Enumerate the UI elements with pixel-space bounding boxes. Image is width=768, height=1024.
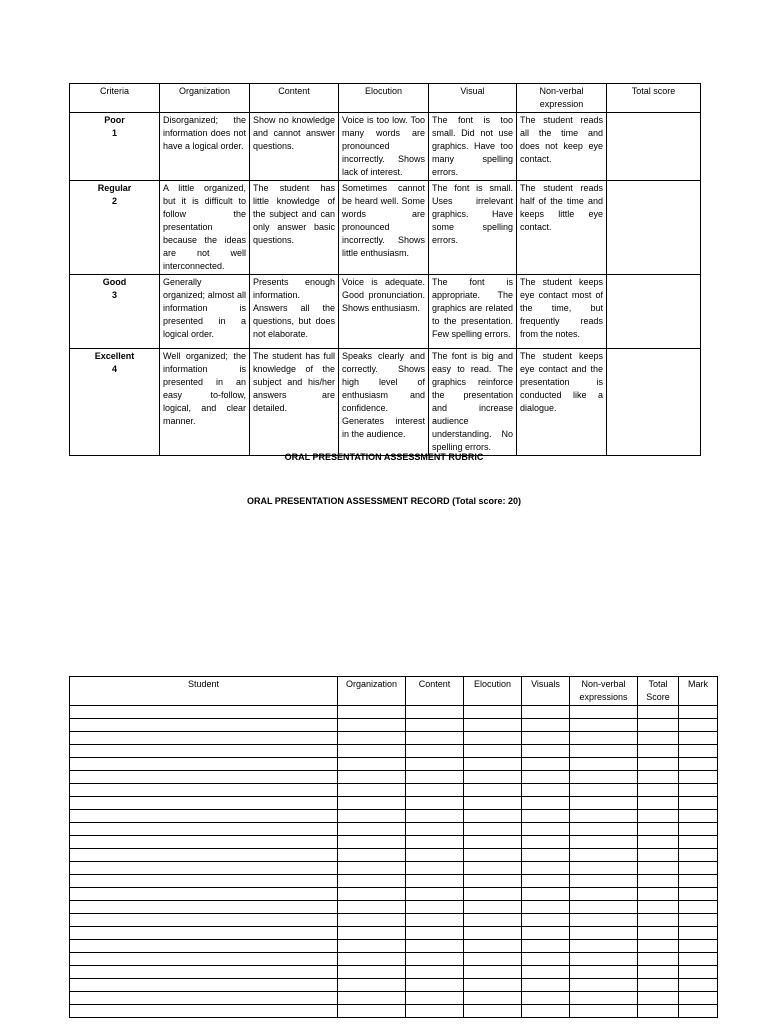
record-cell[interactable] [70,810,338,823]
rubric-header-total: Total score [607,84,701,113]
record-cell[interactable] [570,758,638,771]
rubric-cell-content: Show no knowledge and cannot answer questions. [250,113,339,181]
record-cell[interactable] [338,940,406,953]
record-cell[interactable] [406,992,464,1005]
record-cell[interactable] [522,940,570,953]
record-cell[interactable] [570,745,638,758]
record-cell[interactable] [406,914,464,927]
record-cell[interactable] [522,888,570,901]
rubric-level-label: Regular [97,183,132,193]
record-header-row [70,677,718,706]
record-cell[interactable] [70,797,338,810]
record-cell[interactable] [406,953,464,966]
record-cell[interactable] [522,927,570,940]
record-cell[interactable] [464,836,522,849]
record-cell[interactable] [338,901,406,914]
record-cell[interactable] [464,745,522,758]
record-cell[interactable] [570,823,638,836]
record-cell[interactable] [70,823,338,836]
record-cell[interactable] [70,862,338,875]
record-cell[interactable] [406,927,464,940]
record-cell[interactable] [522,745,570,758]
record-cell[interactable] [570,706,638,719]
record-cell[interactable] [679,953,718,966]
record-cell[interactable] [70,966,338,979]
record-cell[interactable] [70,940,338,953]
record-cell[interactable] [570,953,638,966]
record-cell[interactable] [406,797,464,810]
record-cell[interactable] [570,719,638,732]
record-header-visuals: Visuals [522,677,570,706]
record-cell[interactable] [679,940,718,953]
record-cell[interactable] [638,810,679,823]
record-cell[interactable] [638,732,679,745]
rubric-cell-nonverbal: The student keeps eye contact and the presentation is conducted like a dialogue. [517,349,607,456]
record-cell[interactable] [406,810,464,823]
record-cell[interactable] [70,901,338,914]
record-cell[interactable] [638,992,679,1005]
record-cell[interactable] [522,849,570,862]
rubric-header-nonverbal: Non-verbal expression [517,84,607,113]
record-cell[interactable] [338,1005,406,1018]
rubric-cell-content: The student has little knowledge of the subject and can only answer basic questions. [250,181,339,275]
record-cell[interactable] [679,888,718,901]
record-cell[interactable] [464,706,522,719]
rubric-level-score: 2 [111,196,117,206]
record-cell[interactable] [464,979,522,992]
record-cell[interactable] [638,706,679,719]
record-cell[interactable] [570,771,638,784]
record-cell[interactable] [522,979,570,992]
rubric-header-elocution: Elocution [339,84,429,113]
record-cell[interactable] [464,823,522,836]
record-row [70,888,718,901]
rubric-level-label: Excellent [94,351,135,361]
record-cell[interactable] [679,875,718,888]
rubric-cell-total [607,113,701,181]
rubric-level-label: Good [102,277,127,287]
record-cell[interactable] [338,771,406,784]
record-cell[interactable] [522,953,570,966]
record-cell[interactable] [638,797,679,810]
record-cell[interactable] [464,797,522,810]
record-cell[interactable] [679,797,718,810]
record-cell[interactable] [638,862,679,875]
record-cell[interactable] [338,810,406,823]
record-cell[interactable] [70,719,338,732]
record-cell[interactable] [522,758,570,771]
record-cell[interactable] [638,940,679,953]
record-cell[interactable] [70,927,338,940]
record-cell[interactable] [570,849,638,862]
record-cell[interactable] [338,823,406,836]
rubric-cell-visual: The font is small. Uses irrelevant graphics. Have some spelling errors. [429,181,517,275]
record-cell[interactable] [679,706,718,719]
record-cell[interactable] [522,810,570,823]
record-cell[interactable] [464,927,522,940]
rubric-table [69,83,701,456]
record-cell[interactable] [570,927,638,940]
record-cell[interactable] [638,836,679,849]
rubric-cell-nonverbal: The student reads all the time and does not keep eye contact. [517,113,607,181]
record-row [70,992,718,1005]
record-cell[interactable] [638,719,679,732]
rubric-criteria-cell [70,113,160,181]
record-cell[interactable] [679,745,718,758]
rubric-cell-total [607,275,701,349]
record-cell[interactable] [638,927,679,940]
record-cell[interactable] [679,901,718,914]
record-title: ORAL PRESENTATION ASSESSMENT RECORD (Total score: 20) [246,496,522,506]
record-cell[interactable] [70,888,338,901]
record-cell[interactable] [679,992,718,1005]
record-row [70,940,718,953]
record-cell[interactable] [522,992,570,1005]
record-cell[interactable] [638,953,679,966]
record-header-organization: Organization [338,677,406,706]
record-cell[interactable] [570,732,638,745]
record-row [70,914,718,927]
record-row [70,810,718,823]
rubric-cell-organization: A little organized, but it is difficult to follow the presentation because the ideas are not well interconnected. [160,181,250,275]
record-cell[interactable] [638,901,679,914]
rubric-cell-visual: The font is too small. Did not use graphics. Have too many spelling errors. [429,113,517,181]
record-cell[interactable] [522,797,570,810]
record-cell[interactable] [464,940,522,953]
rubric-level-label: Poor [104,115,125,125]
record-cell[interactable] [464,784,522,797]
record-cell[interactable] [570,979,638,992]
record-cell[interactable] [406,771,464,784]
rubric-cell-organization: Well organized; the information is presented in an easy to-follow, logical, and clear manner. [160,349,250,456]
record-cell[interactable] [406,745,464,758]
record-cell[interactable] [70,784,338,797]
record-cell[interactable] [406,758,464,771]
record-row [70,875,718,888]
rubric-header-organization: Organization [160,84,250,113]
record-cell[interactable] [679,914,718,927]
rubric-row-poor [70,113,701,181]
record-cell[interactable] [406,875,464,888]
record-cell[interactable] [522,719,570,732]
record-cell[interactable] [570,784,638,797]
record-cell[interactable] [406,862,464,875]
record-cell[interactable] [406,901,464,914]
record-cell[interactable] [679,927,718,940]
record-row [70,966,718,979]
record-cell[interactable] [70,979,338,992]
record-cell[interactable] [522,1005,570,1018]
record-cell[interactable] [522,784,570,797]
record-cell[interactable] [406,1005,464,1018]
record-row [70,836,718,849]
record-cell[interactable] [338,966,406,979]
record-cell[interactable] [338,875,406,888]
record-cell[interactable] [522,862,570,875]
record-header-nonverbal: Non-verbal expressions [570,677,638,706]
record-cell[interactable] [638,1005,679,1018]
record-cell[interactable] [70,745,338,758]
rubric-cell-visual: The font is appropriate. The graphics are related to the presentation. Few spelling errors. [429,275,517,349]
record-cell[interactable] [638,784,679,797]
record-cell[interactable] [70,758,338,771]
record-header-total-score: Total Score [638,677,679,706]
record-cell[interactable] [522,732,570,745]
record-cell[interactable] [638,849,679,862]
record-cell[interactable] [70,732,338,745]
record-cell[interactable] [338,797,406,810]
record-row [70,1005,718,1018]
record-cell[interactable] [406,966,464,979]
record-header-content: Content [406,677,464,706]
record-cell[interactable] [679,836,718,849]
record-row [70,706,718,719]
record-cell[interactable] [464,771,522,784]
record-cell[interactable] [338,992,406,1005]
record-cell[interactable] [464,901,522,914]
record-cell[interactable] [338,849,406,862]
record-cell[interactable] [406,719,464,732]
rubric-row-regular [70,181,701,275]
record-cell[interactable] [522,966,570,979]
record-cell[interactable] [570,862,638,875]
record-cell[interactable] [406,706,464,719]
rubric-cell-elocution: Voice is too low. Too many words are pronounced incorrectly. Shows lack of interest. [339,113,429,181]
record-cell[interactable] [70,771,338,784]
record-row [70,927,718,940]
record-cell[interactable] [406,940,464,953]
record-cell[interactable] [70,706,338,719]
record-cell[interactable] [570,914,638,927]
record-cell[interactable] [464,732,522,745]
record-cell[interactable] [638,745,679,758]
rubric-cell-content: The student has full knowledge of the subject and his/her answers are detailed. [250,349,339,456]
record-cell[interactable] [570,836,638,849]
record-table [69,676,718,1018]
record-cell[interactable] [70,875,338,888]
record-cell[interactable] [638,966,679,979]
rubric-cell-elocution: Voice is adequate. Good pronunciation. Shows enthusiasm. [339,275,429,349]
record-cell[interactable] [638,875,679,888]
record-cell[interactable] [679,784,718,797]
record-cell[interactable] [679,810,718,823]
rubric-cell-nonverbal: The student reads half of the time and keeps little eye contact. [517,181,607,275]
record-cell[interactable] [679,732,718,745]
record-cell[interactable] [679,862,718,875]
record-cell[interactable] [464,719,522,732]
record-row [70,953,718,966]
rubric-header-criteria: Criteria [70,84,160,113]
rubric-header-content: Content [250,84,339,113]
record-cell[interactable] [70,849,338,862]
record-cell[interactable] [70,836,338,849]
rubric-cell-content: Presents enough information. Answers all the questions, but does not elaborate. [250,275,339,349]
record-row [70,823,718,836]
record-cell[interactable] [522,901,570,914]
record-header-elocution: Elocution [464,677,522,706]
record-cell[interactable] [464,849,522,862]
record-row [70,719,718,732]
rubric-level-score: 3 [111,290,117,300]
rubric-header-visual: Visual [429,84,517,113]
record-cell[interactable] [464,953,522,966]
record-cell[interactable] [570,901,638,914]
record-cell[interactable] [338,953,406,966]
record-cell[interactable] [522,836,570,849]
record-row [70,732,718,745]
record-row [70,745,718,758]
rubric-criteria-cell [70,181,160,275]
record-cell[interactable] [70,953,338,966]
record-cell[interactable] [464,966,522,979]
record-cell[interactable] [679,758,718,771]
record-cell[interactable] [464,1005,522,1018]
record-row [70,797,718,810]
record-cell[interactable] [338,745,406,758]
record-cell[interactable] [406,784,464,797]
record-cell[interactable] [406,732,464,745]
record-cell[interactable] [570,1005,638,1018]
record-header-mark: Mark [679,677,718,706]
record-cell[interactable] [522,875,570,888]
rubric-criteria-cell [70,349,160,456]
record-cell[interactable] [464,914,522,927]
record-cell[interactable] [338,862,406,875]
record-cell[interactable] [679,1005,718,1018]
rubric-row-good [70,275,701,349]
rubric-cell-organization: Generally organized; almost all information is presented in a logical order. [160,275,250,349]
record-cell[interactable] [570,797,638,810]
record-cell[interactable] [570,966,638,979]
record-cell[interactable] [679,823,718,836]
record-header-student: Student [70,677,338,706]
rubric-cell-elocution: Sometimes cannot be heard well. Some words are pronounced incorrectly. Shows little enthusiasm. [339,181,429,275]
record-cell[interactable] [70,914,338,927]
record-cell[interactable] [679,719,718,732]
record-cell[interactable] [464,992,522,1005]
record-row [70,784,718,797]
record-cell[interactable] [338,888,406,901]
record-cell[interactable] [522,823,570,836]
record-cell[interactable] [570,992,638,1005]
rubric-caption: ORAL PRESENTATION ASSESSMENT RUBRIC [284,452,484,462]
rubric-cell-visual: The font is big and easy to read. The graphics reinforce the presentation and increase audience understanding. No spelling errors. [429,349,517,456]
record-cell[interactable] [464,888,522,901]
record-cell[interactable] [638,979,679,992]
record-cell[interactable] [638,823,679,836]
record-cell[interactable] [522,914,570,927]
record-cell[interactable] [70,1005,338,1018]
record-cell[interactable] [406,888,464,901]
rubric-row-excellent [70,349,701,456]
rubric-cell-elocution: Speaks clearly and correctly. Shows high level of enthusiasm and confidence. Generates interest in the audience. [339,349,429,456]
record-cell[interactable] [338,836,406,849]
record-cell[interactable] [464,875,522,888]
record-cell[interactable] [338,784,406,797]
record-cell[interactable] [570,810,638,823]
record-row [70,849,718,862]
record-body [70,706,718,1018]
record-cell[interactable] [570,888,638,901]
record-cell[interactable] [338,979,406,992]
record-cell[interactable] [570,875,638,888]
record-cell[interactable] [406,849,464,862]
record-cell[interactable] [570,940,638,953]
record-cell[interactable] [638,888,679,901]
rubric-cell-total [607,181,701,275]
record-cell[interactable] [464,758,522,771]
record-cell[interactable] [638,914,679,927]
record-cell[interactable] [679,979,718,992]
record-cell[interactable] [406,823,464,836]
record-cell[interactable] [406,836,464,849]
record-cell[interactable] [522,706,570,719]
record-cell[interactable] [338,732,406,745]
record-row [70,862,718,875]
record-cell[interactable] [679,771,718,784]
record-row [70,901,718,914]
rubric-level-score: 1 [111,128,117,138]
record-row [70,979,718,992]
record-cell[interactable] [70,992,338,1005]
record-cell[interactable] [464,862,522,875]
record-row [70,758,718,771]
record-cell[interactable] [638,771,679,784]
record-cell[interactable] [338,914,406,927]
rubric-cell-nonverbal: The student keeps eye contact most of the time, but frequently reads from the notes. [517,275,607,349]
rubric-cell-total [607,349,701,456]
record-cell[interactable] [338,719,406,732]
record-row [70,771,718,784]
record-cell[interactable] [406,979,464,992]
rubric-header-row [70,84,701,113]
record-cell[interactable] [464,810,522,823]
record-cell[interactable] [679,849,718,862]
record-cell[interactable] [338,927,406,940]
record-cell[interactable] [338,706,406,719]
rubric-criteria-cell [70,275,160,349]
record-cell[interactable] [679,966,718,979]
record-cell[interactable] [522,771,570,784]
record-cell[interactable] [338,758,406,771]
rubric-level-score: 4 [111,364,117,374]
record-cell[interactable] [638,758,679,771]
rubric-cell-organization: Disorganized; the information does not have a logical order. [160,113,250,181]
